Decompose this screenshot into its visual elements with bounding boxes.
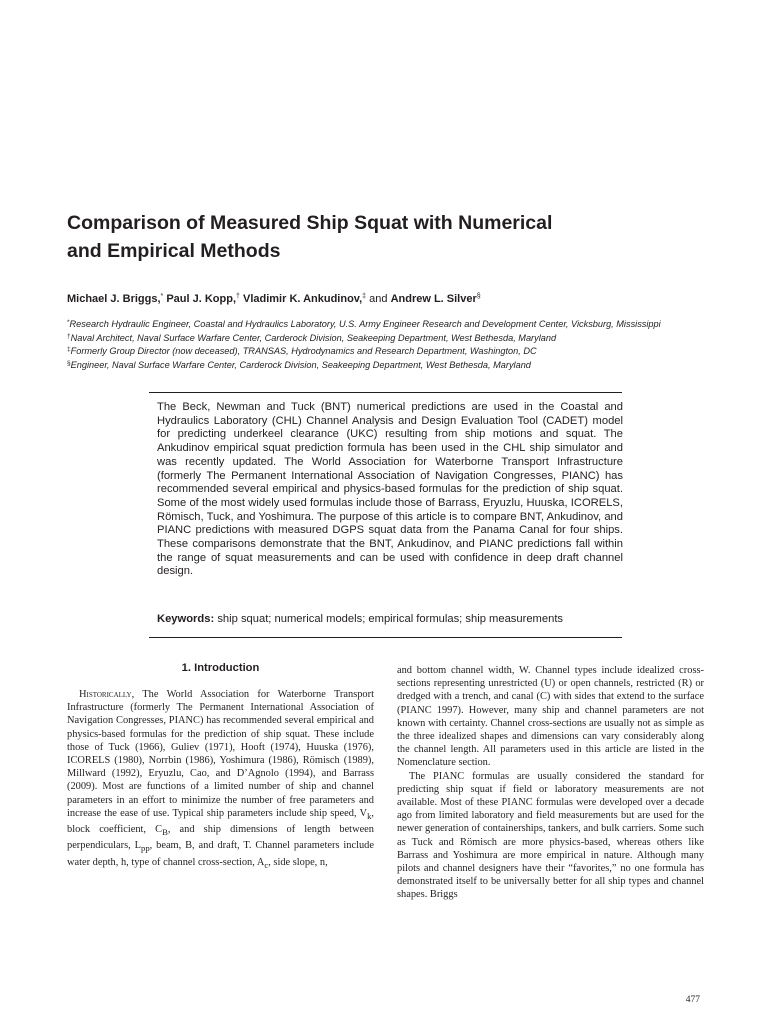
- author-name: Michael J. Briggs,: [67, 293, 161, 305]
- affiliation-item: [67, 358, 757, 372]
- abstract-top-rule: [149, 392, 622, 393]
- author-name: Andrew L. Silver: [390, 293, 477, 305]
- title-line-1: Comparison of Measured Ship Squat with Numerical: [67, 212, 553, 234]
- body-text: , beam, B, and draft, T. Channel parameters include water depth, h, type of channel cross-section, A: [67, 840, 374, 868]
- author-name: Vladimir K. Ankudinov,: [242, 293, 363, 305]
- body-paragraph: [67, 688, 374, 872]
- affiliation-item: [67, 317, 757, 331]
- abstract-text: The Beck, Newman and Tuck (BNT) numerical predictions are used in the Coastal and Hydraulics Laboratory (CHL) Channel Analysis and Design Evaluation Tool (CADET) model for predicting underkeel clearance (UKC) resulting from ship motions and squat. The Ankudinov empirical squat prediction formula has been used in the CHL ship simulator and was recently updated. The World Association for Waterborne Transport Infrastructure (formerly The Permanent International Association of Navigation Congresses, PIANC) has recommended several empirical and physics-based formulas for the prediction of ship squat. Some of the most widely used formulas include those of Barrass, Eryuzlu, Huuska, ICORELS, Römisch, Tuck, and Yoshimura. The purpose of this article is to compare BNT, Ankudinov, and PIANC predictions with measured DGPS squat data from the Panama Canal for four ships. These comparisons demonstrate that the BNT, Ankudinov, and PIANC predictions fall within the range of squat measurements and can be used with confidence in deep draft channel design.: [157, 401, 623, 578]
- affiliation-text: Research Hydraulic Engineer, Coastal and Hydraulics Laboratory, U.S. Army Engineer Research and Development Center, Vicksburg, Mississippi: [69, 319, 661, 329]
- affiliation-list: [67, 317, 757, 371]
- body-column-right: [397, 664, 704, 902]
- body-paragraph: The PIANC formulas are usually considered the standard for predicting ship squat if field or laboratory measurements are not available. Most of these PIANC formulas were developed over a decade ago from limited laboratory and field measurements but are used for the newer generation of containerships, tankers, and bulk carriers. Some such as Tuck and Römisch are more physics-based, whereas others like Barrass and Yoshimura are more empirical in nature. Although many pilots and channel designers have their “favorites,” no one formula has demonstrated itself to be universally better for all ship types and channel shapes. Briggs: [397, 770, 704, 901]
- body-paragraph: and bottom channel width, W. Channel types include idealized cross-sections representing unrestricted (U) or open channels, restricted (R) or dredged with a trench, and canal (C) with sides that extend to the surface (PIANC 1997). However, many ship and channel parameters are not known with certainty. Channel cross-sections are usually not as simple as the three idealized shapes and dimensions can vary considerably along the channel length. All parameters used in this article are listed in the Nomenclature section.: [397, 665, 704, 769]
- author-list: [67, 290, 757, 306]
- author-conjunction: and: [369, 293, 388, 305]
- subscript: B: [162, 827, 168, 838]
- subscript: c: [264, 859, 269, 870]
- keywords-label: Keywords:: [157, 613, 215, 625]
- affiliation-text: Formerly Group Director (now deceased), TRANSAS, Hydrodynamics and Research Department, Washington, DC: [70, 346, 537, 357]
- affiliation-text: Engineer, Naval Surface Warfare Center, Carderock Division, Seakeeping Department, West Bethesda, Maryland: [70, 359, 531, 370]
- affiliation-mark: ‡: [67, 346, 71, 354]
- author-mark: ‡: [362, 293, 367, 300]
- abstract-bottom-rule: [149, 637, 622, 638]
- keywords: [157, 612, 623, 626]
- affiliation-item: [67, 344, 757, 358]
- body-text: , block coefficient, C: [67, 807, 374, 836]
- affiliation-item: [67, 331, 757, 345]
- affiliation-mark: †: [67, 332, 71, 340]
- body-text: The World Association for Waterborne Transport Infrastructure (formerly The Permanent International Association of Navigation Congresses, PIANC) has recommended several empirical and physics-based formulas for the prediction of ship squat. These include those of Tuck (1966), Guliev (1971), Hooft (1974), Huuska (1976), ICORELS (1980), Norrbin (1986), Yoshimura (1986), Römisch (1989), Millward (1992), Eryuzlu, Cao, and D’Agnolo (1994), and Barrass (2009). Most are functions of a limited number of ship and channel parameters in an effort to minimize the number of free parameters and increase the ease of use. Typical ship parameters include ship speed, V: [67, 689, 374, 819]
- affiliation-mark: §: [67, 359, 71, 367]
- author-mark: §: [476, 293, 481, 300]
- affiliation-mark: *: [67, 319, 70, 326]
- title-line-2: and Empirical Methods: [67, 240, 281, 262]
- body-text: , and ship dimensions of length between perpendiculars, L: [67, 824, 374, 852]
- author-name: Paul J. Kopp,: [166, 293, 237, 305]
- affiliation-text: Naval Architect, Naval Surface Warfare Center, Carderock Division, Seakeeping Department, West Bethesda, Maryland: [70, 332, 557, 343]
- keywords-text: ship squat; numerical models; empirical formulas; ship measurements: [217, 613, 564, 625]
- author-mark: *: [160, 293, 164, 300]
- author-mark: †: [236, 293, 240, 300]
- article-title: [67, 209, 667, 265]
- lead-word: Historically,: [79, 689, 135, 700]
- subscript: k: [367, 810, 372, 821]
- page-number: 477: [685, 995, 700, 1005]
- body-text: , side slope, n,: [268, 856, 328, 868]
- body-column-left: [67, 688, 374, 872]
- subscript: pp: [141, 843, 150, 854]
- section-heading: 1. Introduction: [181, 662, 260, 674]
